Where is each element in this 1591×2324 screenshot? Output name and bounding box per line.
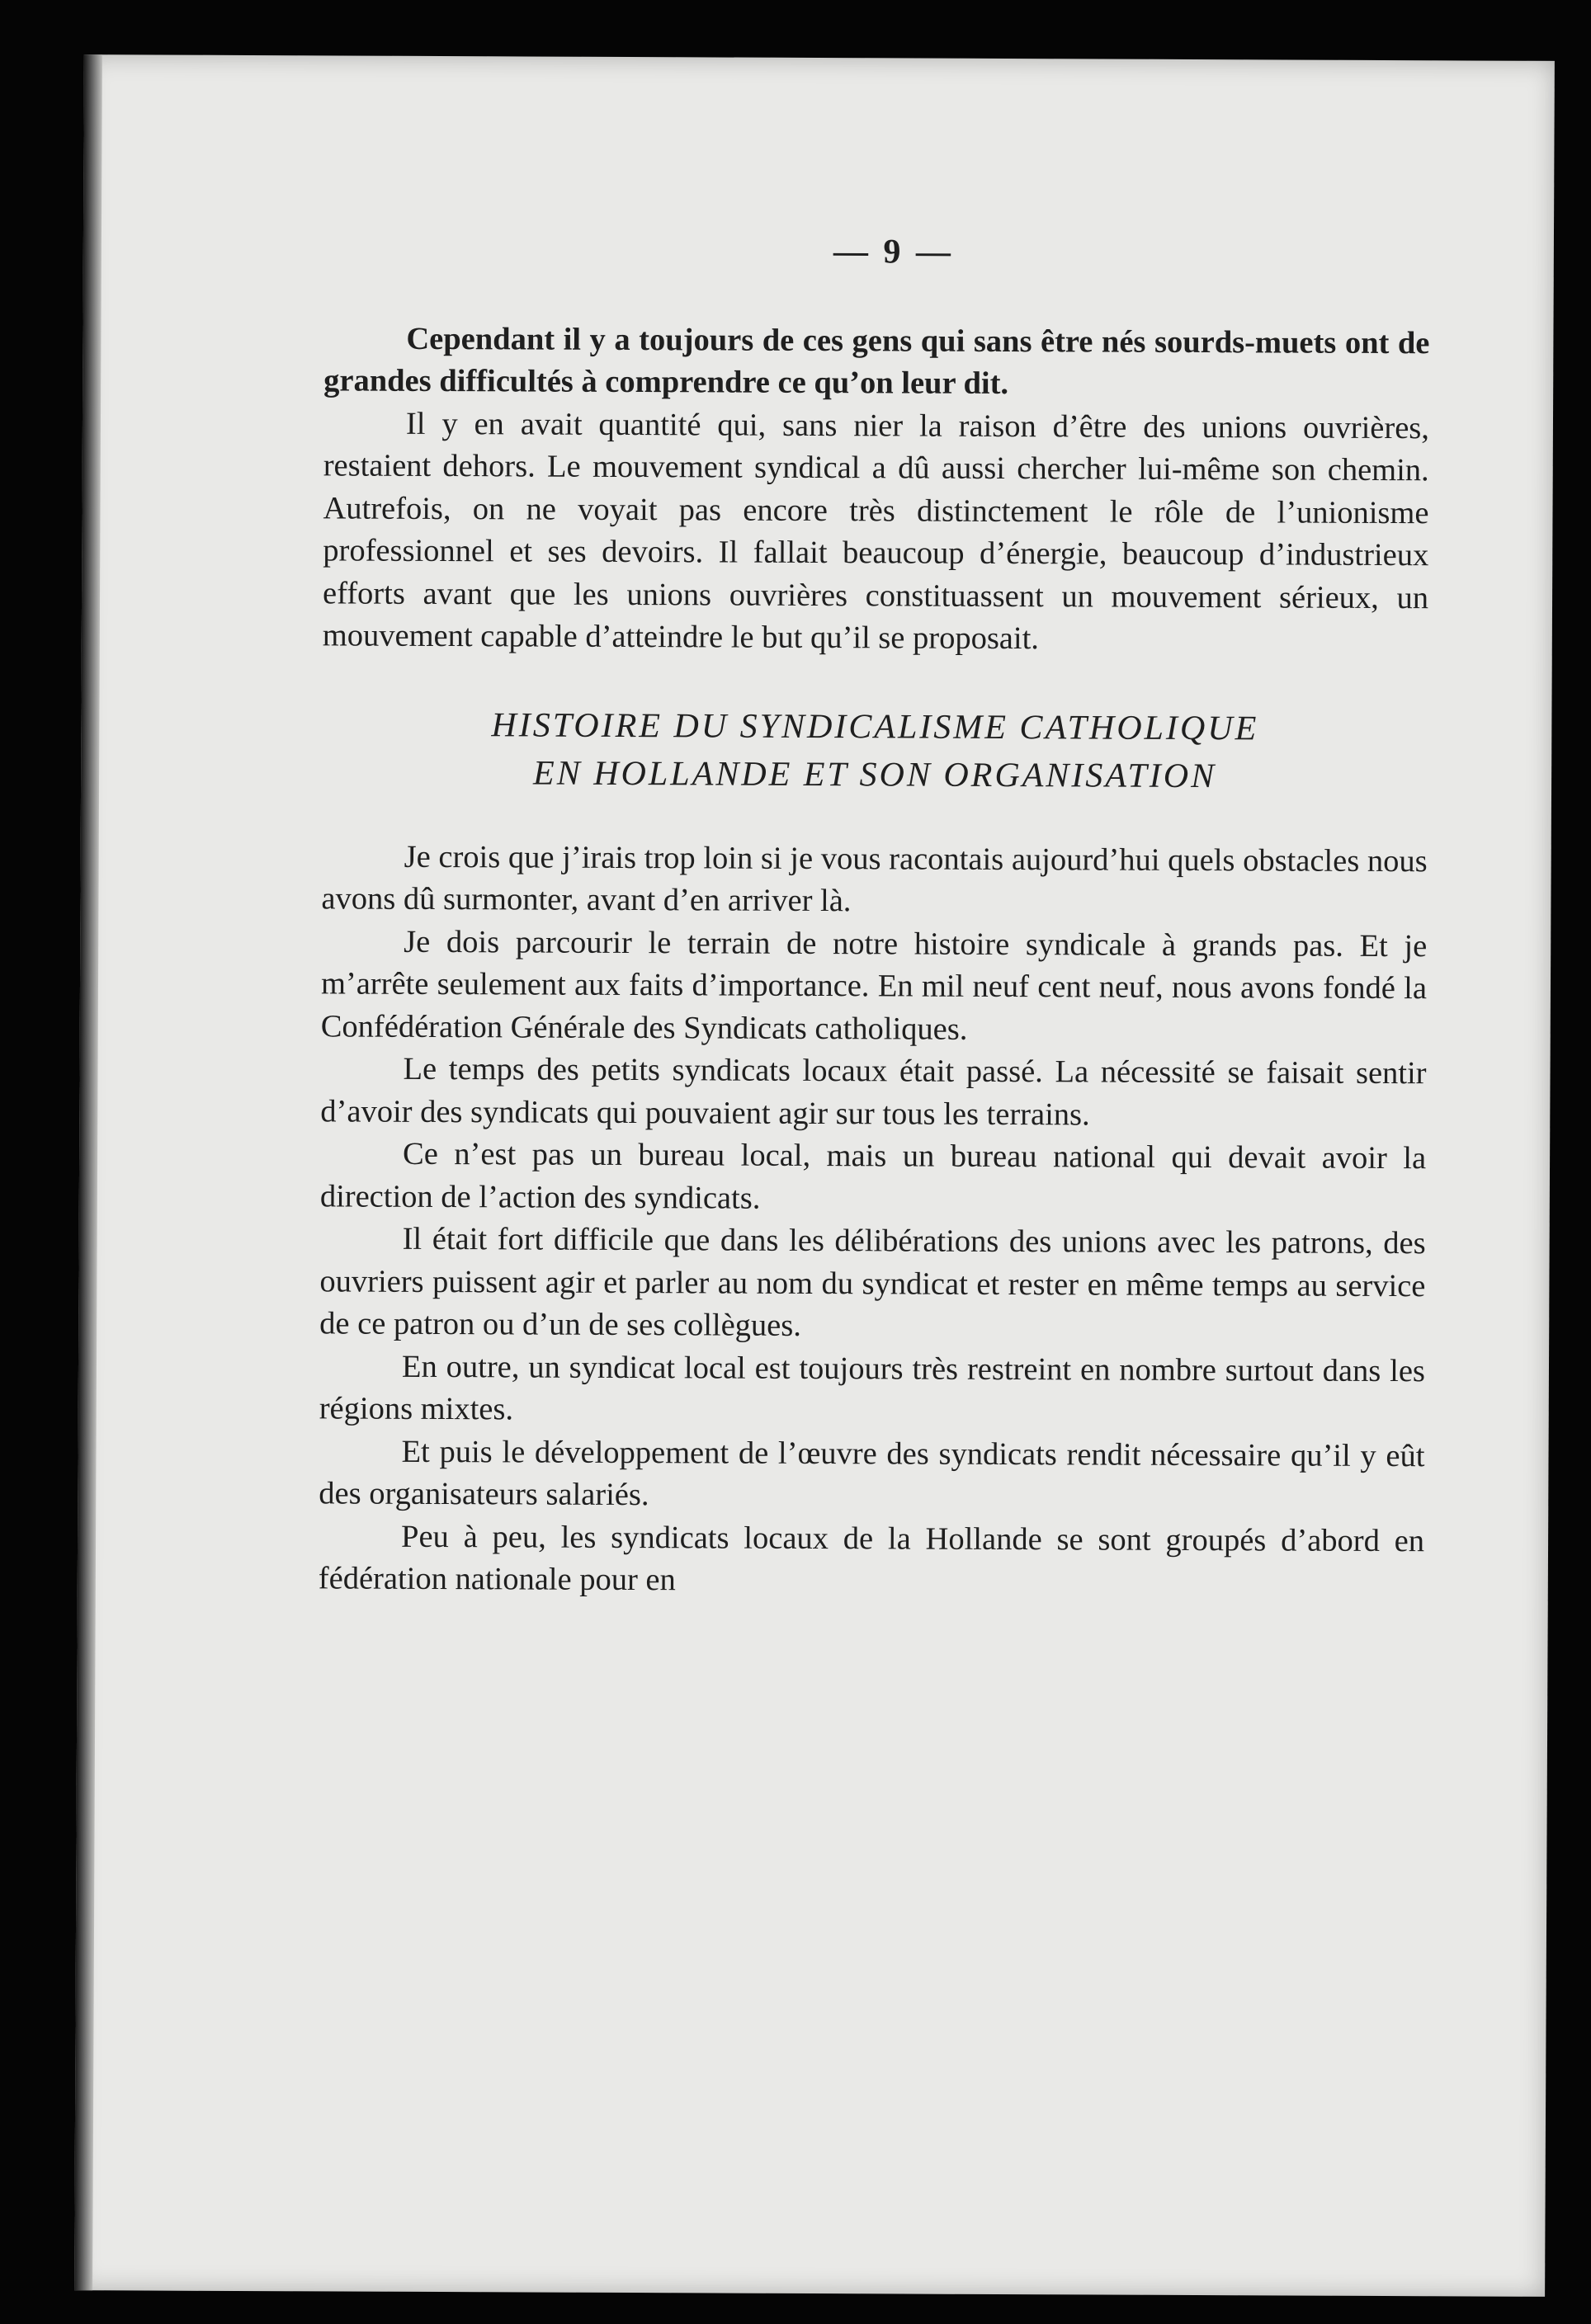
binding-gutter <box>74 54 102 2290</box>
section-heading-line-2: EN HOLLANDE ET SON ORGANISATION <box>532 754 1217 795</box>
paragraph: Le temps des petits syndicats locaux était passé. La nécessité se faisait sentir d’avoir des syndicats qui pouvaient agir sur tous les terrains. <box>320 1051 1427 1132</box>
section-heading-line-1: HISTOIRE DU SYNDICALISME CATHOLIQUE <box>491 705 1259 747</box>
book-page <box>74 54 1555 2297</box>
page-text <box>319 229 1430 1605</box>
section-heading <box>322 700 1428 801</box>
paragraph: En outre, un syndicat local est toujours très restreint en nombre surtout dans les régions mixtes. <box>319 1349 1426 1427</box>
paragraph: Et puis le développement de l’œuvre des syndicats rendit nécessaire qu’il y eût des organisateurs salariés. <box>319 1434 1425 1513</box>
paragraph: Il était fort difficile que dans les délibérations des unions avec les patrons, des ouvriers puissent agir et parler au nom du syndicat et rester en même temps au service de ce patron ou d’un de ses collègues. <box>319 1221 1426 1343</box>
paragraph: Peu à peu, les syndicats locaux de la Hollande se sont groupés d’abord en fédération nationale pour en <box>318 1519 1425 1598</box>
page-number: — 9 — <box>833 233 954 271</box>
paragraph: Cependant il y a toujours de ces gens qui sans être nés sourds-muets ont de grandes difficultés à comprendre ce qu’on leur dit. <box>323 321 1430 402</box>
paragraph: Je dois parcourir le terrain de notre histoire syndicale à grands pas. Et je m’arrête seulement aux faits d’importance. En mil neuf cent neuf, nous avons fondé la Confédération Générale des Syndicats catholiques. <box>320 924 1428 1047</box>
paragraph: Il y en avait quantité qui, sans nier la raison d’être des unions ouvrières, restaient dehors. Le mouvement syndical a dû aussi chercher lui-même son chemin. Autrefois, on ne voyait pas encore très distinctement le rôle de l’unionisme professionnel et ses devoirs. Il fallait beaucoup d’énergie, beaucoup d’industrieux efforts avant que les unions ouvrières constituassent un mouvement sérieux, un mouvement capable d’atteindre le but qu’il se proposait. <box>322 406 1430 657</box>
paragraph: Ce n’est pas un bureau local, mais un bureau national qui devait avoir la direction de l’action des syndicats. <box>319 1136 1427 1216</box>
paragraph: Je crois que j’irais trop loin si je vous racontais aujourd’hui quels obstacles nous avons dû surmonter, avant d’en arriver là. <box>321 839 1428 919</box>
